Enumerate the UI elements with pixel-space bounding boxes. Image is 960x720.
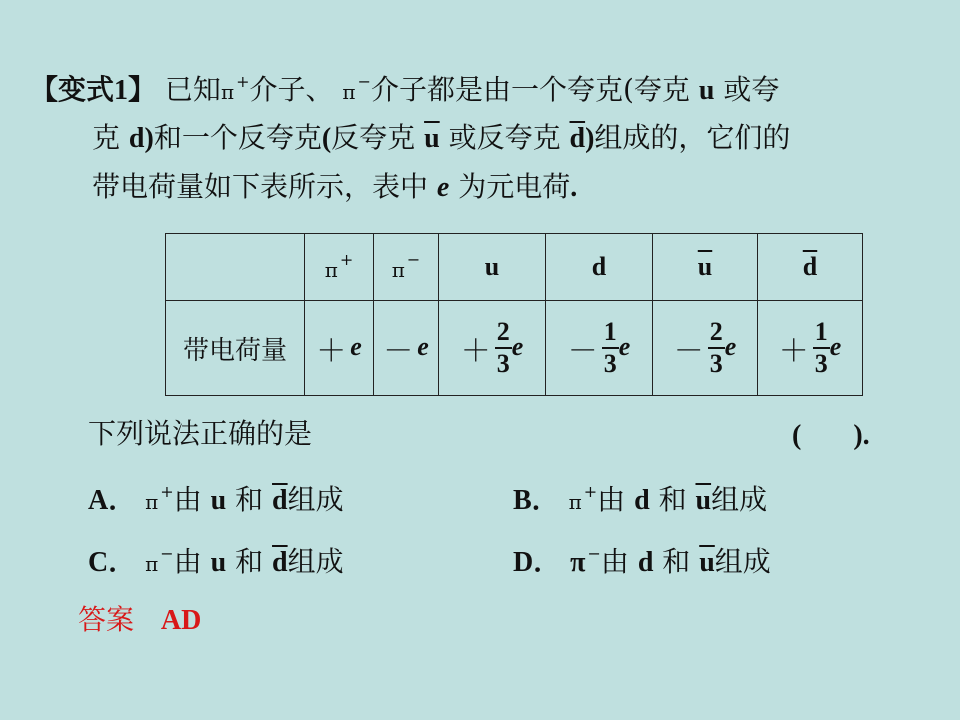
elementary-charge-symbol: e xyxy=(724,332,737,361)
pi-symbol: π xyxy=(220,80,235,104)
problem-line-3 xyxy=(92,167,577,208)
elementary-charge-symbol: e xyxy=(618,332,631,361)
answer-blank xyxy=(792,416,870,456)
charge-cell xyxy=(374,301,439,396)
sign: ＋ xyxy=(778,334,809,369)
text: 或反夸克 xyxy=(448,121,561,154)
text: ) xyxy=(585,123,595,154)
antiquark-symbol: $\overline{u}$ xyxy=(699,547,715,578)
quark-symbol: d xyxy=(591,252,607,281)
option-label: C． xyxy=(88,547,137,578)
option-label: D． xyxy=(513,547,562,578)
quark-symbol: u xyxy=(210,485,227,516)
quark-symbol: d) xyxy=(128,123,154,154)
elementary-charge-symbol: e xyxy=(417,332,429,361)
text: 或夸 xyxy=(723,73,780,106)
table-header-cell xyxy=(439,234,546,301)
pi-symbol: π xyxy=(570,547,586,578)
text: 和一个反夸克 xyxy=(153,121,322,154)
table-header-cell xyxy=(653,234,758,301)
antiquark-symbol: $\overline{u}$ xyxy=(424,123,440,154)
quark-symbol: u xyxy=(210,547,227,578)
table-header-cell xyxy=(305,234,374,301)
charge-cell xyxy=(758,301,863,396)
pi-symbol: π xyxy=(391,258,405,282)
option-label: B． xyxy=(513,485,560,516)
text: 由 xyxy=(173,545,202,578)
table-header-cell xyxy=(546,234,653,301)
text: 介子都是由一个夸克(夸克 xyxy=(370,73,690,106)
numerator: 2 xyxy=(495,319,512,349)
text: 组成 xyxy=(287,483,344,516)
answer-label: 答案 xyxy=(78,603,135,636)
pi-symbol: π xyxy=(324,258,338,282)
elementary-charge-symbol: e xyxy=(829,332,842,361)
denominator: 3 xyxy=(603,349,617,378)
fraction xyxy=(602,319,619,377)
sign: ＋ xyxy=(316,334,347,369)
text: 由 xyxy=(600,545,629,578)
numerator: 1 xyxy=(813,319,830,349)
text: 由 xyxy=(173,483,202,516)
elementary-charge-symbol: e xyxy=(350,332,362,361)
antiquark-symbol: $\overline{d}$ xyxy=(272,485,288,516)
antiquark-symbol: $\overline{d}$ xyxy=(569,123,586,154)
denominator: 3 xyxy=(496,349,510,378)
superscript: + xyxy=(339,250,354,269)
answer xyxy=(78,600,201,641)
superscript: − xyxy=(587,544,601,563)
sign: － xyxy=(567,334,598,369)
paren-close: ). xyxy=(853,420,870,451)
option-c[interactable] xyxy=(88,534,344,584)
superscript: − xyxy=(357,72,371,91)
problem-line-1 xyxy=(30,62,779,112)
denominator: 3 xyxy=(814,349,828,378)
quark-symbol: d xyxy=(637,547,654,578)
elementary-charge-symbol: e xyxy=(511,332,524,361)
text: 和 xyxy=(235,483,264,516)
option-d[interactable] xyxy=(513,534,771,583)
charge-cell xyxy=(439,301,546,396)
text: ( xyxy=(321,123,332,154)
text: 组成的，它们的 xyxy=(594,121,791,154)
paren-open: ( xyxy=(792,420,802,451)
charge-table xyxy=(165,233,863,396)
text: 下列说法正确的是 xyxy=(88,417,313,450)
pi-symbol: π xyxy=(568,490,582,514)
question-stem xyxy=(88,414,312,454)
quark-symbol: d xyxy=(634,485,650,516)
option-label: A． xyxy=(88,485,137,516)
text: 和 xyxy=(235,545,264,578)
charge-cell xyxy=(305,301,374,396)
pi-symbol: π xyxy=(342,80,356,104)
text: 由 xyxy=(597,483,626,516)
table-row xyxy=(166,301,863,396)
row-label: 带电荷量 xyxy=(166,301,305,396)
text: 组成 xyxy=(711,483,768,516)
quark-symbol: u xyxy=(484,252,500,281)
antiquark-symbol: $\overline{u}$ xyxy=(695,485,712,516)
text: 反夸克 xyxy=(331,121,416,154)
sign: ＋ xyxy=(460,334,491,369)
text: 已知 xyxy=(164,73,221,106)
antiquark-symbol: $\overline{u}$ xyxy=(697,252,713,281)
fraction xyxy=(708,319,725,377)
denominator: 3 xyxy=(709,349,723,378)
problem-line-2 xyxy=(92,118,790,159)
option-b[interactable] xyxy=(513,472,767,522)
text: 介子、 xyxy=(249,73,334,106)
text: 组成 xyxy=(287,545,344,578)
text: 和 xyxy=(662,545,691,578)
charge-cell xyxy=(546,301,653,396)
text: 为元电荷 xyxy=(458,170,571,203)
superscript: + xyxy=(583,482,598,501)
table-header-cell xyxy=(758,234,863,301)
text: 克 xyxy=(92,121,121,154)
text: 带电荷量如下表所示，表中 xyxy=(92,170,429,203)
answer-value: AD xyxy=(160,605,202,636)
option-a[interactable] xyxy=(88,472,344,522)
superscript: + xyxy=(160,482,174,501)
superscript: − xyxy=(406,250,421,269)
table-header-row xyxy=(166,234,863,301)
numerator: 2 xyxy=(708,319,725,349)
table-header-cell xyxy=(374,234,439,301)
sign: － xyxy=(383,334,414,369)
pi-symbol: π xyxy=(145,552,159,576)
numerator: 1 xyxy=(602,319,619,349)
elementary-charge-symbol: e xyxy=(436,172,450,203)
text: 和 xyxy=(658,483,687,516)
table-header-cell xyxy=(166,234,305,301)
text: 组成 xyxy=(714,545,771,578)
superscript: − xyxy=(160,544,174,563)
antiquark-symbol: $\overline{d}$ xyxy=(802,252,818,281)
pi-symbol: π xyxy=(145,490,159,514)
sign: － xyxy=(673,334,704,369)
problem-tag: 【变式1】 xyxy=(30,75,157,106)
superscript: + xyxy=(236,72,250,91)
antiquark-symbol: $\overline{d}$ xyxy=(272,547,288,578)
charge-cell xyxy=(653,301,758,396)
fraction xyxy=(813,319,830,377)
quark-symbol: u xyxy=(698,75,715,106)
text: . xyxy=(570,172,578,203)
fraction xyxy=(495,319,512,377)
